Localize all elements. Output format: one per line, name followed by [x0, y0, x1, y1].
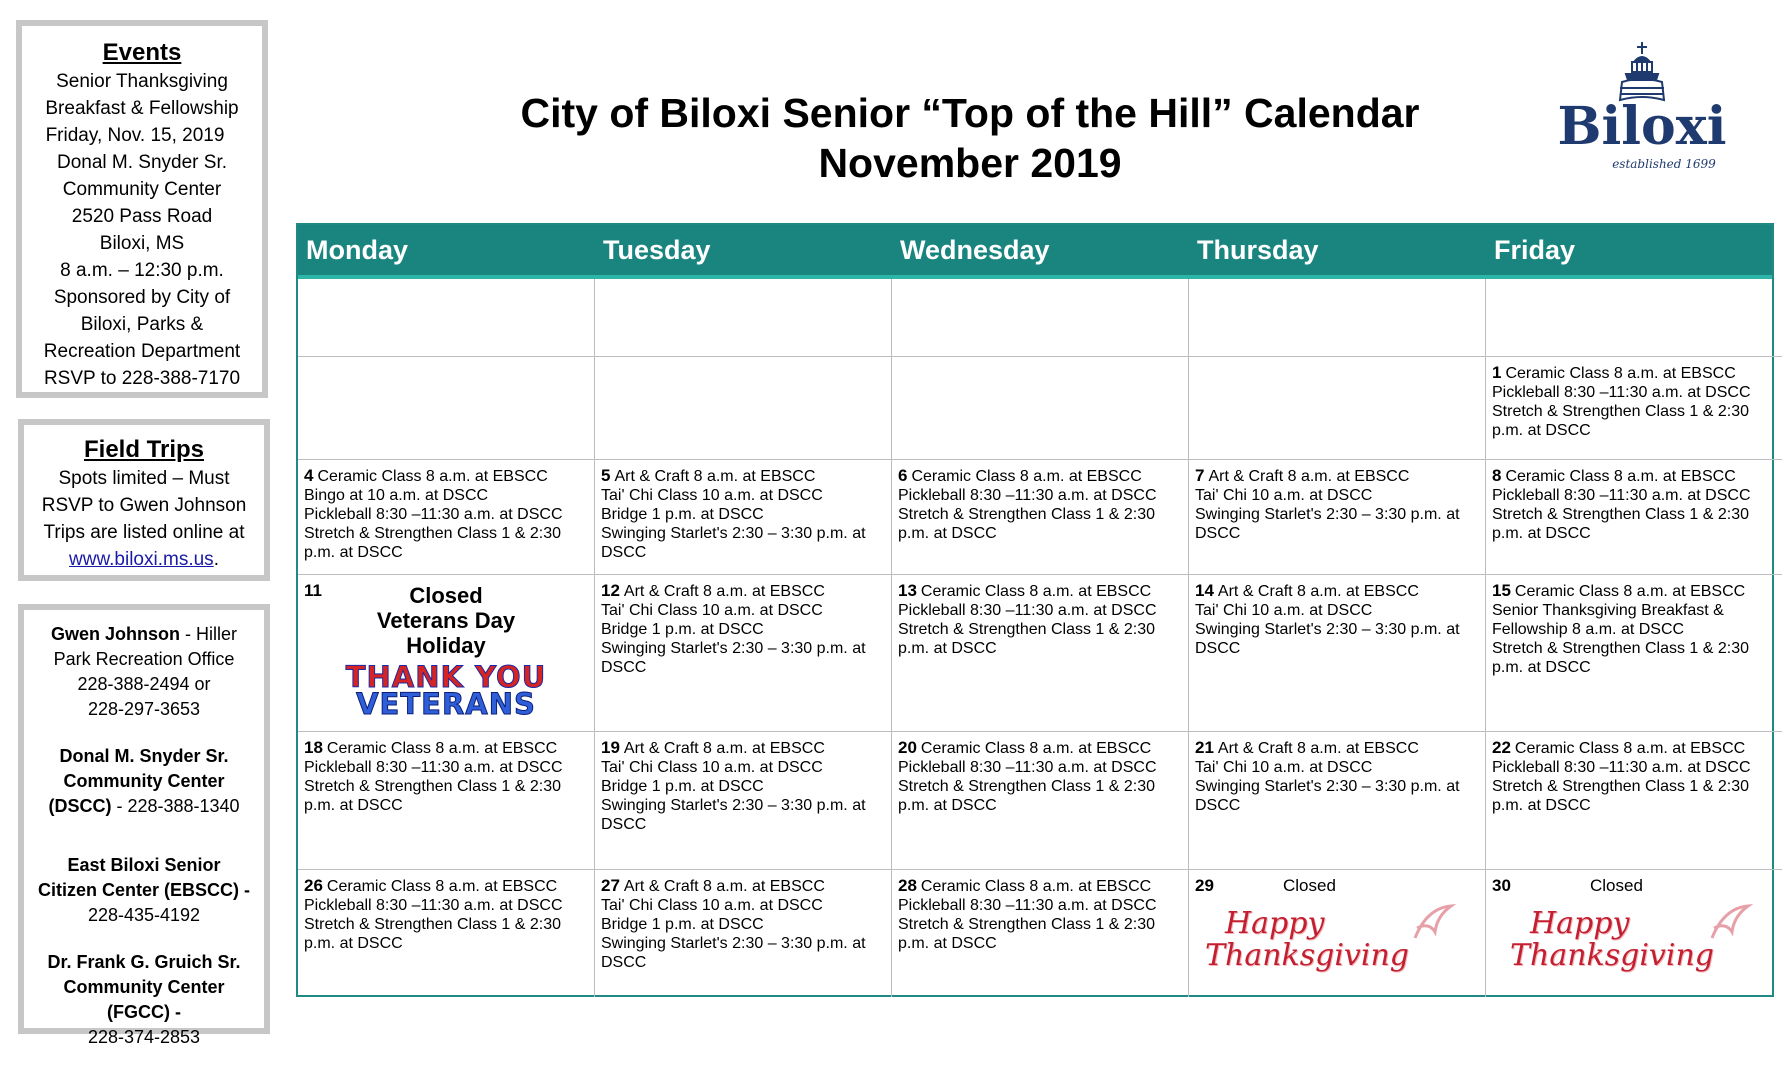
calendar-day-cell [892, 460, 1189, 575]
event-line: Tai' Chi Class 10 a.m. at DSCC [601, 487, 823, 504]
day-events [1195, 876, 1479, 896]
event-line: Art & Craft 8 a.m. at EBSCC [623, 583, 825, 600]
calendar-day-cell [1189, 870, 1486, 997]
day-number: 21 [1195, 738, 1214, 757]
day-number: 7 [1195, 466, 1205, 485]
contact-phone: 228-374-2853 [87, 1027, 201, 1047]
field-trips-line: RSVP to Gwen Johnson [41, 495, 247, 516]
day-number: 4 [304, 466, 314, 485]
contact-name: Donal M. Snyder Sr. [59, 746, 229, 766]
day-events [1492, 581, 1776, 677]
event-line: Stretch & Strengthen Class 1 & 2:30 [898, 621, 1156, 638]
event-line: Ceramic Class 8 a.m. at EBSCC [920, 583, 1152, 600]
event-line: Stretch & Strengthen Class 1 & 2:30 [304, 778, 562, 795]
thank-you-veterans-banner [304, 660, 588, 721]
day-number: 27 [601, 876, 620, 895]
events-heading: Events [102, 39, 182, 66]
calendar-day-cell [892, 732, 1189, 870]
events-line: Biloxi, Parks & [80, 314, 204, 335]
event-line: Art & Craft 8 a.m. at EBSCC [1217, 740, 1419, 757]
event-line: Ceramic Class 8 a.m. at EBSCC [1505, 468, 1736, 485]
weekday-monday: Monday [306, 235, 409, 265]
event-line: Ceramic Class 8 a.m. at EBSCC [317, 468, 548, 485]
event-line: Swinging Starlet's 2:30 – 3:30 p.m. at [601, 640, 866, 657]
day-events [601, 581, 885, 677]
event-line: p.m. at DSCC [304, 797, 403, 814]
event-line: Ceramic Class 8 a.m. at EBSCC [1505, 365, 1736, 382]
event-line: Tai' Chi 10 a.m. at DSCC [1195, 759, 1373, 776]
calendar-day-cell [1189, 460, 1486, 575]
biloxi-website-link[interactable]: www.biloxi.ms.us [69, 549, 214, 570]
contact-phone: 228-388-2494 or [77, 674, 211, 694]
art-line: Thanksgiving [1205, 938, 1409, 973]
event-line: Art & Craft 8 a.m. at EBSCC [614, 468, 816, 485]
art-line: Happy [1225, 906, 1325, 941]
banner-line: THANK YOU [345, 660, 547, 694]
event-line: Swinging Starlet's 2:30 – 3:30 p.m. at [601, 525, 866, 542]
page-title [460, 88, 1480, 188]
title-line-1: City of Biloxi Senior “Top of the Hill” Calendar [520, 90, 1420, 136]
event-line: Pickleball 8:30 –11:30 a.m. at DSCC [1492, 759, 1751, 776]
event-line: Bridge 1 p.m. at DSCC [601, 621, 764, 638]
event-line: Pickleball 8:30 –11:30 a.m. at DSCC [1492, 487, 1751, 504]
weekday-thursday: Thursday [1197, 235, 1319, 265]
event-line: Pickleball 8:30 –11:30 a.m. at DSCC [304, 759, 563, 776]
contact-name: Dr. Frank G. Gruich Sr. [47, 952, 241, 972]
event-line: Stretch & Strengthen Class 1 & 2:30 [1492, 506, 1750, 523]
logo-tagline: established 1699 [1612, 157, 1716, 171]
day-number: 11 [304, 581, 322, 600]
title-line-2: November 2019 [818, 140, 1122, 186]
day-events [304, 738, 588, 815]
event-line: Pickleball 8:30 –11:30 a.m. at DSCC [304, 506, 563, 523]
day-number: 8 [1492, 466, 1502, 485]
events-box [16, 20, 268, 398]
day-events [1195, 581, 1479, 658]
calendar-day-cell [1486, 732, 1782, 870]
day-events [1492, 738, 1776, 815]
event-line: Ceramic Class 8 a.m. at EBSCC [911, 468, 1142, 485]
day-events [898, 738, 1182, 815]
event-line: Pickleball 8:30 –11:30 a.m. at DSCC [898, 759, 1157, 776]
calendar-header [298, 225, 1772, 279]
calendar-day-cell [1486, 870, 1782, 997]
calendar-day-cell [298, 732, 595, 870]
contact-phone: 228-435-4192 [87, 905, 201, 925]
event-line: Pickleball 8:30 –11:30 a.m. at DSCC [1492, 384, 1751, 401]
biloxi-logo [1552, 40, 1732, 180]
closed-label: Closed [1590, 876, 1643, 895]
day-events [601, 466, 885, 562]
event-line: Fellowship 8 a.m. at DSCC [1492, 621, 1685, 638]
events-line: Donal M. Snyder Sr. [56, 152, 228, 173]
event-line: Ceramic Class 8 a.m. at EBSCC [920, 878, 1152, 895]
event-line: p.m. at DSCC [1492, 659, 1591, 676]
calendar-grid [296, 223, 1774, 997]
contact-ebscc [24, 853, 264, 928]
events-line: Recreation Department [43, 341, 241, 362]
contact-name: Community Center [63, 977, 225, 997]
day-events [304, 876, 588, 953]
contact-text: Park Recreation Office [53, 649, 235, 669]
event-line: DSCC [1195, 797, 1241, 814]
calendar-day-cell [892, 575, 1189, 732]
day-number: 28 [898, 876, 917, 895]
event-line: DSCC [601, 954, 647, 971]
contact-text: - Hiller [180, 624, 237, 644]
contact-phone: 228-297-3653 [87, 699, 201, 719]
event-line: Bingo at 10 a.m. at DSCC [304, 487, 489, 504]
calendar-day-cell [1486, 575, 1782, 732]
event-line: Swinging Starlet's 2:30 – 3:30 p.m. at [1195, 778, 1460, 795]
event-line: DSCC [1195, 525, 1241, 542]
event-line: Ceramic Class 8 a.m. at EBSCC [1514, 583, 1746, 600]
calendar-day-cell [595, 870, 892, 997]
day-number: 29 [1195, 876, 1214, 895]
event-line: Swinging Starlet's 2:30 – 3:30 p.m. at [1195, 506, 1460, 523]
event-line: p.m. at DSCC [1492, 525, 1591, 542]
art-line: Happy [1530, 906, 1630, 941]
event-line: p.m. at DSCC [898, 797, 997, 814]
day-events [601, 876, 885, 972]
day-number: 1 [1492, 363, 1502, 382]
closed-label: Holiday [406, 633, 486, 658]
contact-name: Gwen Johnson [50, 624, 180, 644]
event-line: Swinging Starlet's 2:30 – 3:30 p.m. at [1195, 621, 1460, 638]
calendar-cell-empty [298, 279, 595, 357]
calendar-day-cell [892, 870, 1189, 997]
event-line: Art & Craft 8 a.m. at EBSCC [623, 878, 825, 895]
contact-name: Community Center [63, 771, 225, 791]
weekday-wednesday: Wednesday [900, 235, 1050, 265]
event-line: Art & Craft 8 a.m. at EBSCC [623, 740, 825, 757]
contacts-box [18, 604, 270, 1047]
event-line: Bridge 1 p.m. at DSCC [601, 778, 764, 795]
event-line: p.m. at DSCC [898, 935, 997, 952]
calendar-cell-empty [1189, 357, 1486, 460]
flourish-icon [1407, 898, 1457, 948]
event-line: DSCC [601, 816, 647, 833]
calendar-day-cell [1189, 732, 1486, 870]
event-line: p.m. at DSCC [898, 640, 997, 657]
event-line: p.m. at DSCC [304, 935, 403, 952]
flourish-icon [1704, 898, 1754, 948]
calendar-cell-empty [595, 357, 892, 460]
event-line: Senior Thanksgiving Breakfast & [1492, 602, 1724, 619]
event-line: Tai' Chi 10 a.m. at DSCC [1195, 487, 1373, 504]
event-line: Swinging Starlet's 2:30 – 3:30 p.m. at [601, 797, 866, 814]
contact-fgcc [24, 950, 264, 1050]
calendar-day-cell [595, 732, 892, 870]
calendar-day-cell [1189, 575, 1486, 732]
day-events [898, 876, 1182, 953]
event-line: p.m. at DSCC [1492, 422, 1591, 439]
lighthouse-icon [1620, 42, 1664, 100]
weekday-tuesday: Tuesday [603, 235, 711, 265]
event-line: Pickleball 8:30 –11:30 a.m. at DSCC [898, 487, 1157, 504]
day-events [898, 466, 1182, 543]
event-line: Pickleball 8:30 –11:30 a.m. at DSCC [898, 897, 1157, 914]
field-trips-link-line [24, 546, 264, 573]
event-line: Swinging Starlet's 2:30 – 3:30 p.m. at [601, 935, 866, 952]
logo-name: Biloxi [1557, 96, 1727, 157]
link-suffix: . [213, 549, 219, 570]
event-line: Ceramic Class 8 a.m. at EBSCC [1514, 740, 1746, 757]
events-line: Community Center [62, 179, 222, 200]
event-line: Pickleball 8:30 –11:30 a.m. at DSCC [898, 602, 1157, 619]
day-number: 30 [1492, 876, 1511, 895]
event-line: DSCC [1195, 640, 1241, 657]
calendar-day-cell [595, 575, 892, 732]
banner-line: VETERANS [356, 687, 536, 721]
day-events [304, 466, 588, 562]
field-trips-heading: Field Trips [83, 436, 205, 463]
calendar-day-cell [298, 460, 595, 575]
calendar-day-cell [1486, 460, 1782, 575]
closed-label: Closed [409, 583, 483, 608]
calendar-cell-empty [1189, 279, 1486, 357]
event-line: Stretch & Strengthen Class 1 & 2:30 [898, 506, 1156, 523]
event-line: Stretch & Strengthen Class 1 & 2:30 [898, 778, 1156, 795]
closed-label: Closed [1283, 876, 1336, 895]
contact-dscc [24, 744, 264, 819]
calendar-day-cell [1486, 357, 1782, 460]
event-line: p.m. at DSCC [898, 525, 997, 542]
event-line: Stretch & Strengthen Class 1 & 2:30 [1492, 778, 1750, 795]
event-line: Stretch & Strengthen Class 1 & 2:30 [304, 916, 562, 933]
day-events [1195, 466, 1479, 543]
event-line: Pickleball 8:30 –11:30 a.m. at DSCC [304, 897, 563, 914]
event-line: Tai' Chi Class 10 a.m. at DSCC [601, 602, 823, 619]
contact-gwen [24, 622, 264, 722]
events-line: Friday, Nov. 15, 2019 [45, 125, 225, 146]
event-line: DSCC [601, 544, 647, 561]
closed-label: Veterans Day [376, 608, 516, 633]
contact-name: (FGCC) - [107, 1002, 181, 1022]
events-line: 2520 Pass Road [71, 206, 213, 227]
field-trips-box [18, 419, 270, 581]
event-line: Stretch & Strengthen Class 1 & 2:30 [1492, 403, 1750, 420]
day-number: 6 [898, 466, 908, 485]
calendar-day-cell [595, 460, 892, 575]
event-line: Tai' Chi Class 10 a.m. at DSCC [601, 759, 823, 776]
events-line: 8 a.m. – 12:30 p.m. [60, 260, 224, 281]
calendar-cell-empty [892, 357, 1189, 460]
contact-name: Citizen Center (EBSCC) - [37, 880, 250, 900]
day-number: 14 [1195, 581, 1214, 600]
day-number: 20 [898, 738, 917, 757]
events-line: Breakfast & Fellowship [45, 98, 239, 119]
calendar-day-cell [298, 575, 595, 732]
field-trips-line: Spots limited – Must [58, 468, 230, 489]
event-line: Bridge 1 p.m. at DSCC [601, 506, 764, 523]
day-number: 15 [1492, 581, 1511, 600]
event-line: DSCC [601, 659, 647, 676]
event-line: Bridge 1 p.m. at DSCC [601, 916, 764, 933]
event-line: Stretch & Strengthen Class 1 & 2:30 [304, 525, 562, 542]
calendar-cell-empty [892, 279, 1189, 357]
events-line: Biloxi, MS [99, 233, 185, 254]
event-line: Art & Craft 8 a.m. at EBSCC [1217, 583, 1419, 600]
day-number: 5 [601, 466, 611, 485]
field-trips-line: Trips are listed online at [43, 522, 245, 543]
day-events [1492, 466, 1776, 543]
day-events [1195, 738, 1479, 815]
contact-name: East Biloxi Senior [67, 855, 221, 875]
contact-name: (DSCC) [48, 796, 112, 816]
event-line: Stretch & Strengthen Class 1 & 2:30 [1492, 640, 1750, 657]
day-number: 22 [1492, 738, 1511, 757]
weekday-friday: Friday [1494, 235, 1576, 265]
calendar-cell-empty [1486, 279, 1782, 357]
day-number: 26 [304, 876, 323, 895]
events-line: RSVP to 228-388-7170 [43, 368, 241, 389]
calendar-cell-empty [595, 279, 892, 357]
event-line: Art & Craft 8 a.m. at EBSCC [1208, 468, 1410, 485]
events-line: Senior Thanksgiving [56, 71, 228, 92]
calendar-day-cell [298, 870, 595, 997]
event-line: Ceramic Class 8 a.m. at EBSCC [326, 740, 558, 757]
calendar-cell-empty [298, 357, 595, 460]
day-events [601, 738, 885, 834]
day-number: 12 [601, 581, 620, 600]
event-line: p.m. at DSCC [304, 544, 403, 561]
veterans-day-note [304, 583, 588, 658]
day-number: 13 [898, 581, 917, 600]
event-line: Tai' Chi 10 a.m. at DSCC [1195, 602, 1373, 619]
day-number: 18 [304, 738, 323, 757]
contact-phone: - 228-388-1340 [111, 796, 240, 816]
event-line: Stretch & Strengthen Class 1 & 2:30 [898, 916, 1156, 933]
art-line: Thanksgiving [1510, 938, 1714, 973]
event-line: Tai' Chi Class 10 a.m. at DSCC [601, 897, 823, 914]
day-number: 19 [601, 738, 620, 757]
day-events [1492, 363, 1776, 440]
event-line: Ceramic Class 8 a.m. at EBSCC [920, 740, 1152, 757]
event-line: p.m. at DSCC [1492, 797, 1591, 814]
events-line: Sponsored by City of [53, 287, 231, 308]
event-line: Ceramic Class 8 a.m. at EBSCC [326, 878, 558, 895]
day-events [898, 581, 1182, 658]
